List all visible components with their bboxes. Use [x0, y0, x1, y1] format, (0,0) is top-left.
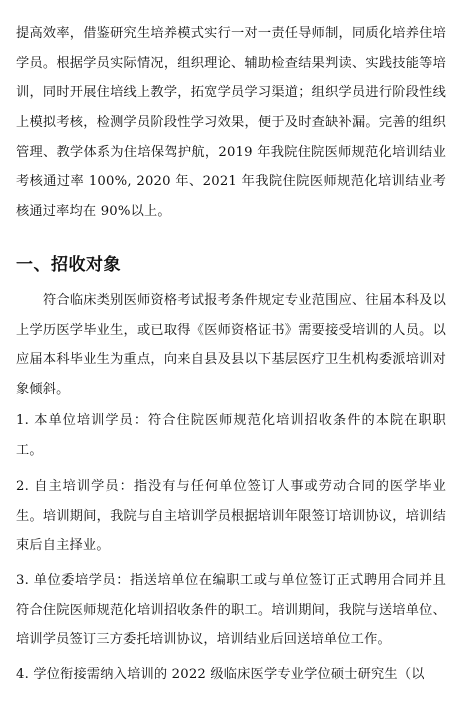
section-heading: 一、招收对象 [16, 255, 121, 275]
intro-paragraph: 提高效率，借鉴研究生培养模式实行一对一责任导师制，同质化培养住培学员。根据学员实际情况，组织理论、辅助检查结果判读、实践技能等培训，同时开展住培线上教学，拓宽学员学习渠道；组织学员进行阶段性线上模拟考核，检测学员阶段性学习效果，便于及时查缺补漏。完善的组织管理、教学体系为住培保驾护航，2019 年我院住院医师规范化培训结业考核通过率 100%, 2020 年、2021 年我院住院医师规范化培训结业考核通过率均在 90%以上。 [16, 26, 446, 219]
list-item: 2. 自主培训学员：指没有与任何单位签订人事或劳动合同的医学毕业生。培训期间，我院与自主培训学员根据培训年限签订培训协议，培训结束后自主择业。 [16, 479, 446, 554]
targets-paragraph: 符合临床类别医师资格考试报考条件规定专业范围应、往届本科及以上学历医学毕业生，或已取得《医师资格证书》需要接受培训的人员。以应届本科毕业生为重点，向来自县及县以下基层医疗卫生机构委派培训对象倾斜。 [16, 293, 446, 397]
list-item: 1. 本单位培训学员：符合住院医师规范化培训招收条件的本院在职职工。 [16, 413, 446, 458]
list-item: 3. 单位委培学员：指送培单位在编职工或与单位签订正式聘用合同并且符合住院医师规范化培训招收条件的职工。培训期间，我院与送培单位、培训学员签订三方委托培训协议，培训结业后回送培单位工作。 [16, 573, 446, 648]
list-item: 4. 学位衔接需纳入培训的 2022 级临床医学专业学位硕士研究生（以 [16, 667, 425, 682]
